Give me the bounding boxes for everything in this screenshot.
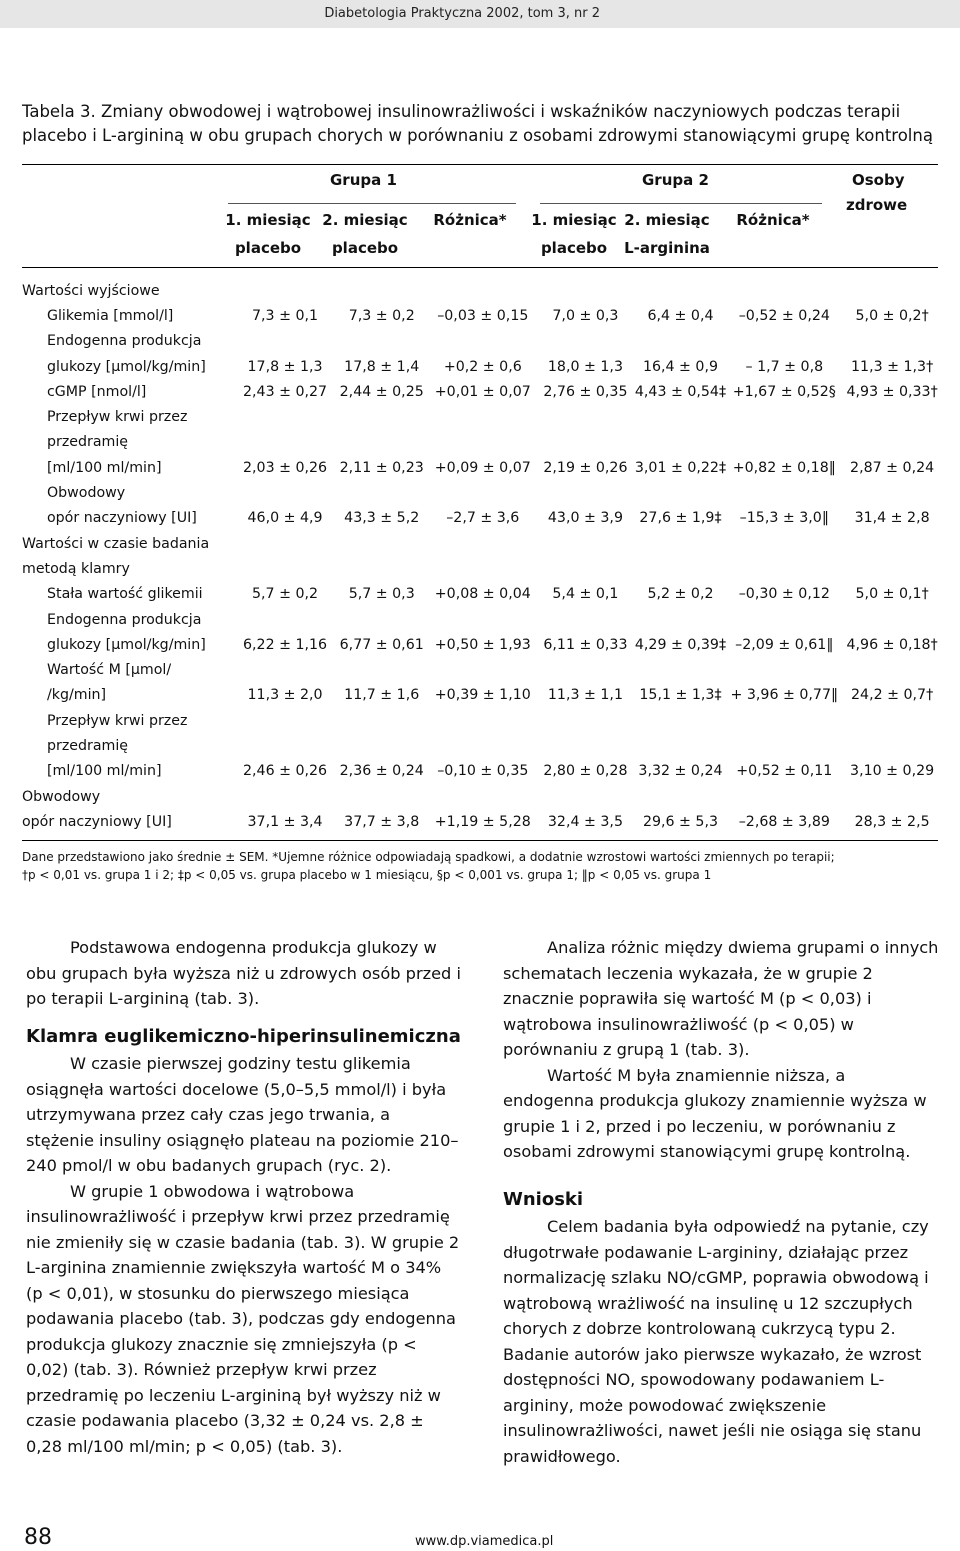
table-row: [22, 759, 942, 784]
table-row: [22, 430, 942, 455]
table-cell: 2,19 ± 0,26: [543, 459, 628, 476]
table-cell: –2,7 ± 3,6: [446, 510, 520, 527]
row-label: /kg/min]: [47, 687, 107, 704]
table-cell: 7,3 ± 0,1: [252, 307, 319, 324]
table-cell: [236, 784, 334, 809]
footnote-line-1: Dane przedstawiono jako średnie ± SEM. *Ujemne różnice odpowiadają spadkowi, a dodatnie wzrostowi wartości zmiennych po terapii;: [22, 850, 835, 864]
table-cell: [429, 657, 536, 682]
table-cell: [236, 657, 334, 682]
table-cell: [334, 708, 429, 733]
right-paragraph-1: Analiza różnic między dwiema grupami o innych schematach leczenia wykazała, że w grupie 2 znacznie poprawiła się wartość M (p < 0,03) i wątrobowa insulinowrażliwość (p < 0,05) w porównaniu z grupą 1 (tab. 3).: [503, 938, 939, 1059]
table-header-rule: [22, 267, 938, 268]
table-cell: 2,36 ± 0,24: [339, 763, 424, 780]
right-text-column: [503, 935, 939, 1469]
row-label: Przepływ krwi przez: [47, 409, 188, 426]
table-cell: [334, 784, 429, 809]
table-cell: –0,30 ± 0,12: [738, 586, 830, 603]
row-label: opór naczyniowy [UI]: [47, 510, 197, 527]
table-cell: +1,19 ± 5,28: [434, 813, 531, 830]
table-cell: [334, 480, 429, 505]
table-row: [22, 556, 942, 581]
row-label: Wartości wyjściowe: [22, 282, 160, 299]
table-cell: –2,68 ± 3,89: [738, 813, 830, 830]
table-cell: [635, 708, 727, 733]
table-cell: +0,39 ± 1,10: [434, 687, 531, 704]
table-bottom-rule: [22, 840, 938, 841]
table-cell: [635, 404, 727, 429]
table-cell: [334, 404, 429, 429]
healthy-heading-line1: Osoby: [852, 171, 905, 189]
table-row: [22, 657, 942, 682]
table-cell: 5,2 ± 0,2: [647, 586, 714, 603]
left-paragraph-2: W czasie pierwszej godziny testu glikemia osiągnęła wartości docelowe (5,0–5,5 mmol/l) i była utrzymywana przez cały czas jego trwania, a stężenie insuliny osiągnęło plateau na poziomie 210–240 pmol/l w obu badanych grupach (ryc. 2).: [26, 1054, 459, 1175]
table-cell: [635, 733, 727, 758]
table-cell: [236, 480, 334, 505]
table-cell: 46,0 ± 4,9: [247, 510, 323, 527]
table-cell: [842, 607, 942, 632]
left-text-column: [26, 935, 462, 1459]
table-cell: +0,50 ± 1,93: [434, 636, 531, 653]
table-cell: [726, 733, 842, 758]
table-cell: [429, 278, 536, 303]
table-cell: [842, 556, 942, 581]
table-cell: – 1,7 ± 0,8: [745, 358, 824, 375]
table-cell: [635, 657, 727, 682]
section-heading-conclusions: Wnioski: [503, 1188, 584, 1210]
table-row: [22, 303, 942, 328]
row-label: Wartości w czasie badania: [22, 535, 210, 552]
table-cell: [726, 329, 842, 354]
table-row: [22, 354, 942, 379]
table-cell: [429, 708, 536, 733]
table-cell: [635, 784, 727, 809]
row-label: Glikemia [mmol/l]: [47, 307, 174, 324]
row-label: Wartość M [μmol/: [47, 662, 172, 679]
table-cell: 6,77 ± 0,61: [339, 636, 424, 653]
row-label: metodą klamry: [22, 560, 130, 577]
left-paragraph-1: Podstawowa endogenna produkcja glukozy w obu grupach była wyższa niż u zdrowych osób przed i po terapii L-argininą (tab. 3).: [26, 938, 461, 1008]
table-cell: [635, 430, 727, 455]
table-cell: [842, 430, 942, 455]
table-cell: 11,3 ± 1,3†: [851, 358, 934, 375]
table-cell: [236, 430, 334, 455]
table-cell: 6,4 ± 0,4: [647, 307, 714, 324]
table-cell: [726, 657, 842, 682]
table-row: [22, 683, 942, 708]
table-cell: 2,11 ± 0,23: [339, 459, 424, 476]
subheading-2-line1: 2. miesiąc: [322, 211, 408, 229]
table-cell: [429, 733, 536, 758]
table-cell: 2,87 ± 0,24: [850, 459, 935, 476]
table-cell: [236, 607, 334, 632]
table-cell: [726, 607, 842, 632]
table-cell: 28,3 ± 2,5: [854, 813, 930, 830]
row-label: cGMP [nmol/l]: [47, 383, 147, 400]
table-cell: 17,8 ± 1,3: [247, 358, 323, 375]
table-cell: 3,32 ± 0,24: [638, 763, 723, 780]
table-cell: 2,46 ± 0,26: [243, 763, 328, 780]
table-cell: 4,96 ± 0,18†: [846, 636, 938, 653]
table-cell: [842, 480, 942, 505]
table-row: [22, 607, 942, 632]
table-cell: [236, 531, 334, 556]
subheading-1-line2: placebo: [234, 239, 302, 257]
table-cell: 7,0 ± 0,3: [552, 307, 619, 324]
table-cell: [726, 480, 842, 505]
row-label: [ml/100 ml/min]: [47, 459, 162, 476]
section-heading-clamp: Klamra euglikemiczno-hiperinsulinemiczna: [26, 1025, 461, 1047]
healthy-heading-line2: zdrowe: [846, 196, 908, 214]
table-cell: [536, 657, 634, 682]
table-cell: +0,82 ± 0,18‖: [732, 459, 836, 476]
table-cell: 2,43 ± 0,27: [243, 383, 328, 400]
table-cell: 37,7 ± 3,8: [344, 813, 420, 830]
table-cell: 16,4 ± 0,9: [642, 358, 718, 375]
table-cell: [536, 784, 634, 809]
row-label: Endogenna produkcja: [47, 611, 202, 628]
results-table: [22, 278, 942, 835]
table-cell: [536, 404, 634, 429]
table-cell: [536, 733, 634, 758]
table-cell: –0,10 ± 0,35: [437, 763, 529, 780]
table-cell: [726, 430, 842, 455]
table-cell: 32,4 ± 3,5: [547, 813, 623, 830]
table-cell: 5,7 ± 0,2: [252, 586, 319, 603]
table-cell: [536, 480, 634, 505]
table-row: [22, 404, 942, 429]
table-cell: 5,7 ± 0,3: [348, 586, 415, 603]
table-cell: 11,3 ± 1,1: [547, 687, 623, 704]
table-cell: [236, 278, 334, 303]
subheading-6-line1: Różnica*: [736, 211, 810, 229]
table-cell: [635, 278, 727, 303]
table-cell: 5,4 ± 0,1: [552, 586, 619, 603]
table-cell: 6,11 ± 0,33: [543, 636, 628, 653]
table-cell: [236, 708, 334, 733]
table-cell: 18,0 ± 1,3: [547, 358, 623, 375]
table-cell: [842, 733, 942, 758]
table-cell: [334, 531, 429, 556]
table-cell: +0,52 ± 0,11: [736, 763, 833, 780]
table-cell: [429, 329, 536, 354]
group1-heading: Grupa 1: [330, 171, 397, 189]
table-cell: 2,76 ± 0,35: [543, 383, 628, 400]
table-cell: [726, 556, 842, 581]
table-cell: [842, 531, 942, 556]
table-cell: [536, 708, 634, 733]
row-label: Endogenna produkcja: [47, 333, 202, 350]
table-cell: [536, 556, 634, 581]
table-row: [22, 278, 942, 303]
subheading-4-line2: placebo: [540, 239, 608, 257]
table-cell: 2,03 ± 0,26: [243, 459, 328, 476]
subheading-4-line1: 1. miesiąc: [531, 211, 617, 229]
table-cell: [334, 657, 429, 682]
subheading-1-line1: 1. miesiąc: [225, 211, 311, 229]
table-cell: 4,29 ± 0,39‡: [634, 636, 727, 653]
table-cell: +0,08 ± 0,04: [434, 586, 531, 603]
table-row: [22, 632, 942, 657]
table-cell: [726, 404, 842, 429]
table-cell: [334, 329, 429, 354]
table-cell: [429, 531, 536, 556]
table-cell: –0,52 ± 0,24: [738, 307, 830, 324]
table-cell: +1,67 ± 0,52§: [732, 383, 836, 400]
table-cell: 15,1 ± 1,3‡: [639, 687, 722, 704]
table-cell: [842, 278, 942, 303]
table-cell: [334, 278, 429, 303]
table-cell: 11,7 ± 1,6: [344, 687, 420, 704]
running-title: Diabetologia Praktyczna 2002, tom 3, nr 2: [324, 6, 600, 21]
table-cell: 24,2 ± 0,7†: [851, 687, 934, 704]
table-cell: [429, 430, 536, 455]
table-row: [22, 480, 942, 505]
table-cell: + 3,96 ± 0,77‖: [730, 687, 839, 704]
table-row: [22, 582, 942, 607]
table-cell: [536, 430, 634, 455]
table-cell: [635, 607, 727, 632]
table-cell: [236, 733, 334, 758]
subheading-5-line2: L-arginina: [624, 239, 710, 257]
table-cell: 2,44 ± 0,25: [339, 383, 424, 400]
subheading-3-line1: Różnica*: [433, 211, 507, 229]
row-label: Obwodowy: [47, 485, 126, 502]
table-cell: [334, 733, 429, 758]
table-cell: [635, 556, 727, 581]
table-cell: 43,3 ± 5,2: [344, 510, 420, 527]
left-paragraph-3: W grupie 1 obwodowa i wątrobowa insulinowrażliwość i przepływ krwi przez przedramię nie zmieniły się w czasie badania (tab. 3). W grupie 2 L-arginina znamiennie zwiększyła wartość M o 34% (p < 0,01), w stosunku do pierwszego miesiąca podawania placebo (tab. 3), podczas gdy endogenna produkcja glukozy znacznie się zmniejszyła (p < 0,02) (tab. 3). Również przepływ krwi przez przedramię po leczeniu L-argininą był wyższy niż w czasie podawania placebo (3,32 ± 0,24 vs. 2,8 ± 0,28 ml/100 ml/min; p < 0,05) (tab. 3).: [26, 1181, 460, 1456]
row-label: opór naczyniowy [UI]: [22, 813, 172, 830]
table-cell: [429, 480, 536, 505]
right-paragraph-3: Celem badania była odpowiedź na pytanie, czy długotrwałe podawanie L-argininy, działając przez normalizację szlaku NO/cGMP, poprawia obwodową i wątrobową wrażliwość na insulinę u 12 szczupłych chorych z dobrze kontrolowaną cukrzycą typu 2. Badanie autorów jako pierwsze wykazało, że wzrost dostępności NO, spowodowany podawaniem L-argininy, może powodować zwiększenie insulinowrażliwości, nawet jeśli nie osiąga się stanu prawidłowego.: [503, 1217, 929, 1466]
table-row: [22, 506, 942, 531]
right-paragraph-2: Wartość M była znamiennie niższa, a endogenna produkcja glukozy znamiennie wyższa w grupie 1 i 2, przed i po leczeniu, w porównaniu z osobami zdrowymi stanowiącymi grupę kontrolną.: [503, 1065, 927, 1161]
table-cell: [236, 404, 334, 429]
row-label: przedramię: [47, 434, 129, 451]
table-cell: [842, 329, 942, 354]
table-cell: [334, 556, 429, 581]
table-cell: [842, 404, 942, 429]
subheading-5-line1: 2. miesiąc: [624, 211, 710, 229]
table-cell: [236, 329, 334, 354]
table-cell: 31,4 ± 2,8: [854, 510, 930, 527]
table-cell: 11,3 ± 2,0: [247, 687, 323, 704]
table-cell: 7,3 ± 0,2: [348, 307, 415, 324]
subheading-2-line2: placebo: [331, 239, 399, 257]
table-cell: 27,6 ± 1,9‡: [639, 510, 722, 527]
table-cell: [635, 531, 727, 556]
table-cell: [635, 329, 727, 354]
table-cell: [726, 708, 842, 733]
table-cell: 6,22 ± 1,16: [243, 636, 328, 653]
table-cell: 4,93 ± 0,33†: [846, 383, 938, 400]
row-label: Obwodowy: [22, 788, 101, 805]
page-number: 88: [24, 1525, 52, 1550]
table-row: [22, 329, 942, 354]
table-cell: [726, 531, 842, 556]
table-cell: [334, 430, 429, 455]
table-cell: 3,10 ± 0,29: [850, 763, 935, 780]
table-cell: 29,6 ± 5,3: [642, 813, 718, 830]
table-cell: 2,80 ± 0,28: [543, 763, 628, 780]
table-cell: 43,0 ± 3,9: [547, 510, 623, 527]
table-footnotes: [22, 848, 942, 884]
table-cell: –2,09 ± 0,61‖: [735, 636, 834, 653]
table-cell: [635, 480, 727, 505]
group2-heading: Grupa 2: [642, 171, 709, 189]
table-cell: 4,43 ± 0,54‡: [634, 383, 727, 400]
table-cell: 3,01 ± 0,22‡: [634, 459, 727, 476]
table-cell: [536, 607, 634, 632]
table-cell: [429, 607, 536, 632]
table-top-rule: [22, 164, 938, 165]
table-cell: [842, 784, 942, 809]
row-label: [ml/100 ml/min]: [47, 763, 162, 780]
table-cell: +0,09 ± 0,07: [434, 459, 531, 476]
table-cell: [842, 657, 942, 682]
table-cell: 17,8 ± 1,4: [344, 358, 420, 375]
row-label: glukozy [μmol/kg/min]: [47, 358, 206, 375]
table-cell: [429, 556, 536, 581]
footnote-line-2: †p < 0,01 vs. grupa 1 i 2; ‡p < 0,05 vs. grupa placebo w 1 miesiącu, §p < 0,001 vs. grupa 1; ‖p < 0,05 vs. grupa 1: [22, 868, 712, 882]
table-row: [22, 379, 942, 404]
running-header: [0, 0, 960, 28]
table-cell: –0,03 ± 0,15: [437, 307, 529, 324]
table-row: [22, 531, 942, 556]
table-cell: [334, 607, 429, 632]
table-cell: 37,1 ± 3,4: [247, 813, 323, 830]
table-cell: 5,0 ± 0,2†: [855, 307, 929, 324]
group2-rule: [540, 203, 822, 204]
table-cell: [536, 531, 634, 556]
table-row: [22, 809, 942, 834]
row-label: glukozy [μmol/kg/min]: [47, 636, 206, 653]
table-cell: +0,2 ± 0,6: [443, 358, 522, 375]
table-row: [22, 784, 942, 809]
table-row: [22, 733, 942, 758]
table-cell: [726, 784, 842, 809]
table-row: [22, 455, 942, 480]
table-cell: [236, 556, 334, 581]
journal-url: www.dp.viamedica.pl: [415, 1534, 554, 1549]
table-cell: [429, 404, 536, 429]
table-cell: 5,0 ± 0,1†: [855, 586, 929, 603]
row-label: Stała wartość glikemii: [47, 586, 203, 603]
table-cell: +0,01 ± 0,07: [434, 383, 531, 400]
table-cell: [842, 708, 942, 733]
group1-rule: [228, 203, 516, 204]
table-cell: [429, 784, 536, 809]
table-cell: –15,3 ± 3,0‖: [739, 510, 829, 527]
row-label: przedramię: [47, 737, 129, 754]
table-cell: [726, 278, 842, 303]
table-caption: Tabela 3. Zmiany obwodowej i wątrobowej insulinowrażliwości i wskaźników naczyniowych podczas terapii placebo i L-argininą w obu grupach chorych w porównaniu z osobami zdrowymi stanowiącymi grupę kontrolną: [22, 102, 933, 145]
table-cell: [536, 329, 634, 354]
table-cell: [536, 278, 634, 303]
table-row: [22, 708, 942, 733]
row-label: Przepływ krwi przez: [47, 712, 188, 729]
